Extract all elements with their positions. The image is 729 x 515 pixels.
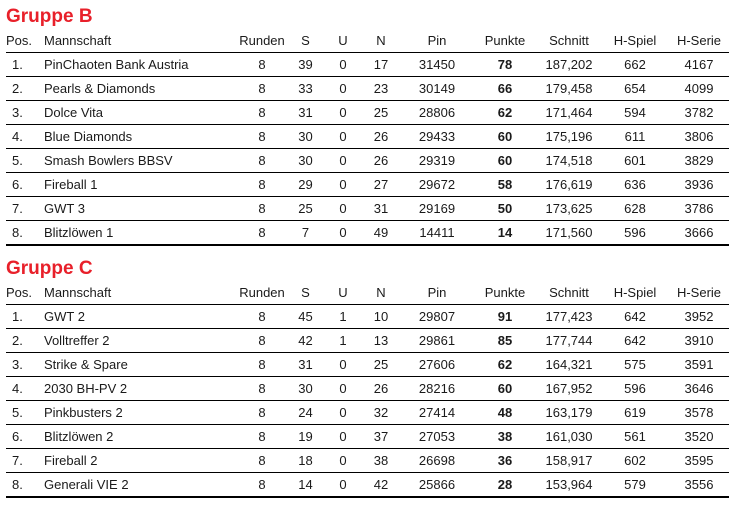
cell-runden: 8 — [236, 377, 288, 401]
cell-h-spiel: 611 — [603, 125, 667, 149]
cell-h-spiel: 579 — [603, 473, 667, 498]
cell-pin: 31450 — [399, 53, 475, 77]
cell-h-spiel: 642 — [603, 329, 667, 353]
cell-s: 25 — [288, 197, 323, 221]
cell-pin: 29319 — [399, 149, 475, 173]
cell-n: 23 — [363, 77, 399, 101]
cell-pos: 2. — [6, 329, 36, 353]
cell-pos: 3. — [6, 101, 36, 125]
cell-s: 29 — [288, 173, 323, 197]
column-header-pos: Pos. — [6, 282, 36, 305]
cell-schnitt: 174,518 — [535, 149, 603, 173]
cell-punkte: 62 — [475, 353, 535, 377]
cell-mannschaft: Blitzlöwen 2 — [36, 425, 236, 449]
table-row — [6, 449, 729, 473]
cell-s: 30 — [288, 125, 323, 149]
cell-h-serie: 3578 — [667, 401, 729, 425]
table-row — [6, 125, 729, 149]
cell-runden: 8 — [236, 221, 288, 246]
column-header-punkte: Punkte — [475, 30, 535, 53]
cell-pos: 1. — [6, 53, 36, 77]
cell-punkte: 50 — [475, 197, 535, 221]
cell-n: 38 — [363, 449, 399, 473]
cell-n: 10 — [363, 305, 399, 329]
group-c-title: Gruppe C — [6, 258, 93, 279]
cell-schnitt: 164,321 — [535, 353, 603, 377]
column-header-pos: Pos. — [6, 30, 36, 53]
cell-mannschaft: GWT 3 — [36, 197, 236, 221]
column-header-pin: Pin — [399, 30, 475, 53]
cell-mannschaft: Generali VIE 2 — [36, 473, 236, 498]
cell-s: 14 — [288, 473, 323, 498]
cell-n: 17 — [363, 53, 399, 77]
cell-runden: 8 — [236, 425, 288, 449]
table-row — [6, 401, 729, 425]
cell-pin: 14411 — [399, 221, 475, 246]
cell-h-spiel: 662 — [603, 53, 667, 77]
cell-punkte: 60 — [475, 125, 535, 149]
cell-h-serie: 3786 — [667, 197, 729, 221]
cell-u: 0 — [323, 101, 363, 125]
cell-h-spiel: 602 — [603, 449, 667, 473]
table-row — [6, 197, 729, 221]
cell-u: 0 — [323, 473, 363, 498]
cell-u: 0 — [323, 353, 363, 377]
cell-pin: 28806 — [399, 101, 475, 125]
column-header-h-spiel: H-Spiel — [603, 282, 667, 305]
column-header-h-serie: H-Serie — [667, 30, 729, 53]
cell-h-serie: 3782 — [667, 101, 729, 125]
column-header-n: N — [363, 282, 399, 305]
cell-n: 27 — [363, 173, 399, 197]
column-header-schnitt: Schnitt — [535, 282, 603, 305]
cell-pin: 26698 — [399, 449, 475, 473]
cell-h-serie: 3806 — [667, 125, 729, 149]
cell-pin: 25866 — [399, 473, 475, 498]
table-row — [6, 377, 729, 401]
column-header-runden: Runden — [236, 30, 288, 53]
cell-punkte: 78 — [475, 53, 535, 77]
cell-runden: 8 — [236, 197, 288, 221]
cell-u: 0 — [323, 449, 363, 473]
cell-h-serie: 3556 — [667, 473, 729, 498]
cell-h-serie: 3595 — [667, 449, 729, 473]
cell-schnitt: 175,196 — [535, 125, 603, 149]
cell-pin: 28216 — [399, 377, 475, 401]
column-header-schnitt: Schnitt — [535, 30, 603, 53]
cell-s: 18 — [288, 449, 323, 473]
column-header-punkte: Punkte — [475, 282, 535, 305]
table-row — [6, 101, 729, 125]
cell-pos: 7. — [6, 197, 36, 221]
cell-pos: 4. — [6, 377, 36, 401]
cell-n: 26 — [363, 125, 399, 149]
cell-schnitt: 177,744 — [535, 329, 603, 353]
cell-s: 45 — [288, 305, 323, 329]
cell-runden: 8 — [236, 77, 288, 101]
cell-punkte: 14 — [475, 221, 535, 246]
cell-runden: 8 — [236, 473, 288, 498]
cell-u: 0 — [323, 173, 363, 197]
table-row — [6, 473, 729, 498]
cell-runden: 8 — [236, 353, 288, 377]
cell-pos: 2. — [6, 77, 36, 101]
cell-s: 19 — [288, 425, 323, 449]
cell-u: 0 — [323, 77, 363, 101]
cell-h-spiel: 642 — [603, 305, 667, 329]
cell-runden: 8 — [236, 449, 288, 473]
table-row — [6, 77, 729, 101]
cell-pos: 8. — [6, 473, 36, 498]
cell-pin: 29433 — [399, 125, 475, 149]
cell-s: 31 — [288, 101, 323, 125]
cell-h-serie: 3936 — [667, 173, 729, 197]
cell-s: 33 — [288, 77, 323, 101]
cell-mannschaft: 2030 BH-PV 2 — [36, 377, 236, 401]
cell-punkte: 58 — [475, 173, 535, 197]
table-row — [6, 149, 729, 173]
cell-pin: 29672 — [399, 173, 475, 197]
cell-schnitt: 171,464 — [535, 101, 603, 125]
cell-schnitt: 161,030 — [535, 425, 603, 449]
column-header-s: S — [288, 30, 323, 53]
cell-s: 31 — [288, 353, 323, 377]
cell-u: 0 — [323, 401, 363, 425]
cell-punkte: 48 — [475, 401, 535, 425]
cell-pos: 7. — [6, 449, 36, 473]
cell-s: 30 — [288, 149, 323, 173]
cell-n: 26 — [363, 149, 399, 173]
cell-schnitt: 173,625 — [535, 197, 603, 221]
cell-pin: 27053 — [399, 425, 475, 449]
group-b-section — [6, 6, 723, 246]
column-header-s: S — [288, 282, 323, 305]
cell-s: 7 — [288, 221, 323, 246]
cell-schnitt: 179,458 — [535, 77, 603, 101]
cell-pos: 5. — [6, 401, 36, 425]
cell-n: 42 — [363, 473, 399, 498]
cell-mannschaft: Fireball 2 — [36, 449, 236, 473]
cell-h-spiel: 561 — [603, 425, 667, 449]
cell-schnitt: 163,179 — [535, 401, 603, 425]
table-row — [6, 53, 729, 77]
cell-schnitt: 171,560 — [535, 221, 603, 246]
cell-h-serie: 3666 — [667, 221, 729, 246]
cell-u: 0 — [323, 125, 363, 149]
cell-h-spiel: 654 — [603, 77, 667, 101]
column-header-u: U — [323, 30, 363, 53]
cell-schnitt: 167,952 — [535, 377, 603, 401]
cell-u: 0 — [323, 149, 363, 173]
column-header-n: N — [363, 30, 399, 53]
cell-runden: 8 — [236, 305, 288, 329]
cell-pos: 1. — [6, 305, 36, 329]
cell-u: 0 — [323, 425, 363, 449]
cell-pin: 29861 — [399, 329, 475, 353]
cell-h-serie: 3910 — [667, 329, 729, 353]
table-row — [6, 329, 729, 353]
cell-punkte: 91 — [475, 305, 535, 329]
cell-mannschaft: GWT 2 — [36, 305, 236, 329]
cell-pin: 27414 — [399, 401, 475, 425]
table-row — [6, 353, 729, 377]
column-header-pin: Pin — [399, 282, 475, 305]
cell-punkte: 36 — [475, 449, 535, 473]
cell-runden: 8 — [236, 125, 288, 149]
cell-mannschaft: Dolce Vita — [36, 101, 236, 125]
table-header-row — [6, 30, 729, 53]
cell-mannschaft: Pinkbusters 2 — [36, 401, 236, 425]
cell-h-spiel: 619 — [603, 401, 667, 425]
column-header-u: U — [323, 282, 363, 305]
cell-h-spiel: 628 — [603, 197, 667, 221]
cell-n: 37 — [363, 425, 399, 449]
cell-mannschaft: Blitzlöwen 1 — [36, 221, 236, 246]
cell-runden: 8 — [236, 149, 288, 173]
cell-punkte: 60 — [475, 377, 535, 401]
cell-schnitt: 177,423 — [535, 305, 603, 329]
cell-punkte: 66 — [475, 77, 535, 101]
cell-h-spiel: 596 — [603, 221, 667, 246]
cell-pin: 29169 — [399, 197, 475, 221]
group-c-section — [6, 258, 723, 498]
cell-h-spiel: 636 — [603, 173, 667, 197]
cell-u: 0 — [323, 197, 363, 221]
cell-n: 25 — [363, 353, 399, 377]
cell-n: 13 — [363, 329, 399, 353]
cell-h-spiel: 594 — [603, 101, 667, 125]
cell-h-serie: 4099 — [667, 77, 729, 101]
cell-punkte: 85 — [475, 329, 535, 353]
cell-h-serie: 3952 — [667, 305, 729, 329]
cell-schnitt: 153,964 — [535, 473, 603, 498]
cell-pos: 5. — [6, 149, 36, 173]
cell-n: 31 — [363, 197, 399, 221]
table-row — [6, 425, 729, 449]
cell-u: 1 — [323, 329, 363, 353]
cell-s: 39 — [288, 53, 323, 77]
cell-s: 42 — [288, 329, 323, 353]
cell-mannschaft: PinChaoten Bank Austria — [36, 53, 236, 77]
cell-punkte: 60 — [475, 149, 535, 173]
cell-punkte: 28 — [475, 473, 535, 498]
column-header-h-serie: H-Serie — [667, 282, 729, 305]
table-row — [6, 173, 729, 197]
cell-mannschaft: Blue Diamonds — [36, 125, 236, 149]
cell-h-spiel: 575 — [603, 353, 667, 377]
cell-mannschaft: Smash Bowlers BBSV — [36, 149, 236, 173]
cell-pos: 6. — [6, 425, 36, 449]
group-b-title: Gruppe B — [6, 6, 93, 27]
cell-pos: 6. — [6, 173, 36, 197]
column-header-h-spiel: H-Spiel — [603, 30, 667, 53]
cell-pin: 27606 — [399, 353, 475, 377]
cell-u: 0 — [323, 221, 363, 246]
cell-schnitt: 176,619 — [535, 173, 603, 197]
cell-runden: 8 — [236, 173, 288, 197]
cell-mannschaft: Strike & Spare — [36, 353, 236, 377]
column-header-mannschaft: Mannschaft — [36, 30, 236, 53]
cell-pin: 29807 — [399, 305, 475, 329]
group-b-table — [6, 30, 729, 246]
group-c-rows — [6, 305, 729, 498]
group-b-rows — [6, 53, 729, 246]
cell-mannschaft: Fireball 1 — [36, 173, 236, 197]
cell-pin: 30149 — [399, 77, 475, 101]
cell-s: 24 — [288, 401, 323, 425]
cell-pos: 3. — [6, 353, 36, 377]
cell-punkte: 38 — [475, 425, 535, 449]
cell-n: 26 — [363, 377, 399, 401]
cell-u: 1 — [323, 305, 363, 329]
cell-n: 25 — [363, 101, 399, 125]
cell-runden: 8 — [236, 53, 288, 77]
cell-h-serie: 3646 — [667, 377, 729, 401]
cell-runden: 8 — [236, 329, 288, 353]
cell-schnitt: 187,202 — [535, 53, 603, 77]
table-row — [6, 305, 729, 329]
cell-h-serie: 3520 — [667, 425, 729, 449]
column-header-mannschaft: Mannschaft — [36, 282, 236, 305]
cell-u: 0 — [323, 377, 363, 401]
cell-mannschaft: Volltreffer 2 — [36, 329, 236, 353]
column-header-runden: Runden — [236, 282, 288, 305]
cell-u: 0 — [323, 53, 363, 77]
cell-schnitt: 158,917 — [535, 449, 603, 473]
cell-h-serie: 4167 — [667, 53, 729, 77]
cell-h-spiel: 596 — [603, 377, 667, 401]
table-header-row — [6, 282, 729, 305]
cell-pos: 4. — [6, 125, 36, 149]
cell-s: 30 — [288, 377, 323, 401]
cell-n: 32 — [363, 401, 399, 425]
cell-pos: 8. — [6, 221, 36, 246]
cell-runden: 8 — [236, 401, 288, 425]
cell-h-serie: 3591 — [667, 353, 729, 377]
cell-runden: 8 — [236, 101, 288, 125]
cell-h-serie: 3829 — [667, 149, 729, 173]
cell-mannschaft: Pearls & Diamonds — [36, 77, 236, 101]
cell-punkte: 62 — [475, 101, 535, 125]
cell-n: 49 — [363, 221, 399, 246]
table-row — [6, 221, 729, 246]
cell-h-spiel: 601 — [603, 149, 667, 173]
group-c-table — [6, 282, 729, 498]
